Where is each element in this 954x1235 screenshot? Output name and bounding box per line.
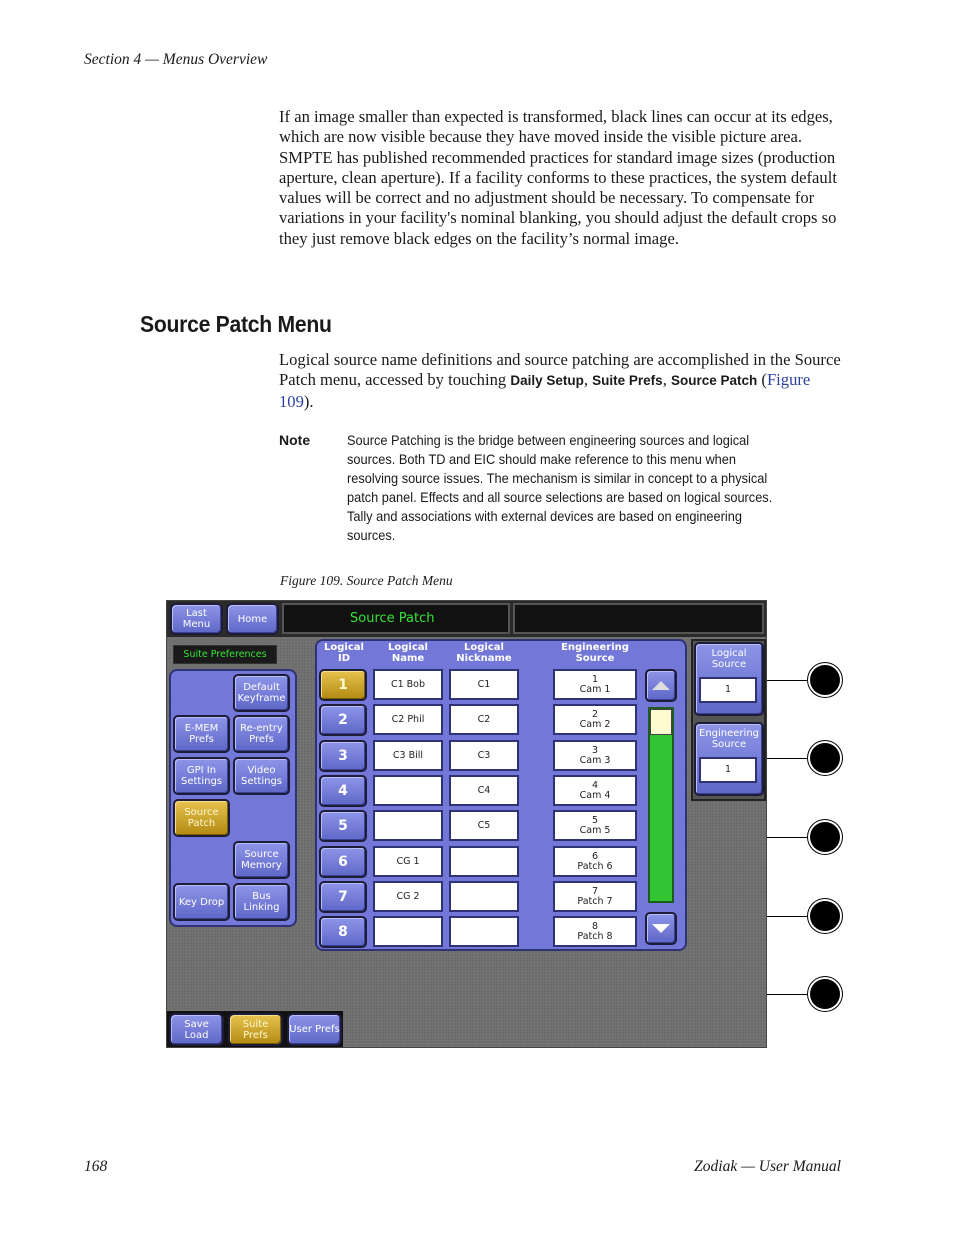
logical-id-button[interactable] — [319, 775, 367, 807]
logical-id: 3 — [338, 747, 348, 764]
last-menu-button[interactable]: Last Menu — [170, 603, 223, 635]
arrow-up-icon — [652, 681, 670, 690]
logical-name-cell[interactable] — [373, 775, 443, 806]
column-header-logical-name: Logical Name — [388, 642, 428, 664]
column-header-logical-nickname: Logical Nickname — [456, 642, 512, 664]
engineering-source-number: 8 — [591, 920, 599, 932]
suite-prefs-tab-button[interactable]: Suite Prefs — [228, 1013, 283, 1046]
reentry-prefs-button[interactable]: Re-entry Prefs — [233, 715, 290, 753]
logical-name-cell[interactable] — [373, 704, 443, 735]
menu-path-source-patch: Source Patch — [670, 373, 758, 389]
logical-id-button[interactable] — [319, 669, 367, 701]
knob-leader-line — [767, 994, 811, 995]
figure-caption: Figure 109. Source Patch Menu — [280, 573, 453, 588]
engineering-source-number: 7 — [591, 885, 599, 897]
engineering-source-cell[interactable] — [553, 846, 637, 877]
logical-name: CG 1 — [396, 855, 420, 867]
body-text-b: ( — [757, 370, 767, 390]
logical-name-cell[interactable] — [373, 846, 443, 877]
logical-nickname-cell[interactable] — [449, 881, 519, 912]
engineering-source-cell[interactable] — [553, 881, 637, 912]
separator: , — [662, 370, 671, 390]
logical-id: 6 — [338, 853, 348, 870]
source-patch-button[interactable]: Source Patch — [173, 799, 230, 837]
section-heading: Source Patch Menu — [140, 311, 332, 337]
logical-id-button[interactable] — [319, 810, 367, 842]
running-header: Section 4 — Menus Overview — [84, 51, 268, 68]
logical-nickname-cell[interactable] — [449, 916, 519, 947]
engineering-source-cell[interactable] — [553, 810, 637, 841]
engineering-source-name: Cam 2 — [579, 718, 611, 730]
separator: , — [583, 370, 593, 390]
logical-nickname-cell[interactable] — [449, 846, 519, 877]
note-label: Note — [279, 432, 311, 448]
scroll-up-button[interactable] — [645, 669, 677, 702]
scrollbar-thumb[interactable] — [650, 709, 672, 735]
figure-link[interactable]: Figure 109 — [279, 370, 811, 411]
engineering-source-cell[interactable] — [553, 740, 637, 771]
engineering-source-number: 3 — [591, 744, 599, 756]
logical-id-button[interactable] — [319, 881, 367, 913]
engineering-source-name: Cam 3 — [579, 754, 611, 766]
logical-nickname: C2 — [477, 713, 491, 725]
logical-nickname-cell[interactable] — [449, 775, 519, 806]
logical-nickname-cell[interactable] — [449, 704, 519, 735]
logical-id: 7 — [338, 888, 348, 905]
engineering-source-cell[interactable] — [553, 669, 637, 700]
default-keyframe-button[interactable]: Default Keyframe — [233, 674, 290, 712]
intro-paragraph: If an image smaller than expected is transformed, black lines can occur at its edges, which are now visible because they have moved inside the visible picture area. SMPTE has published recommended practices for standard image sizes (production aperture, clean aperture). If a facility conforms to these practices, the system default values will be correct and no adjustment should be necessary. To compensate for variations in your facility's nominal blanking, you should adjust the default crops so they just remove black edges on the facility’s normal image. — [279, 107, 837, 248]
scrollbar-track[interactable] — [648, 707, 674, 903]
engineering-source-name: Cam 4 — [579, 789, 611, 801]
logical-id: 5 — [338, 817, 348, 834]
knob-2-icon[interactable] — [810, 743, 840, 773]
footer-manual-title: Zodiak — User Manual — [694, 1158, 841, 1175]
gpi-in-settings-button[interactable]: GPI In Settings — [173, 757, 230, 795]
source-patch-screenshot — [166, 600, 767, 1048]
knob-leader-line — [767, 837, 811, 838]
logical-name: C1 Bob — [390, 678, 426, 690]
logical-id-button[interactable] — [319, 704, 367, 736]
title-extension-box — [513, 603, 764, 634]
body-text-c: ). — [303, 391, 314, 411]
suite-preferences-label: Suite Preferences — [173, 645, 277, 664]
logical-nickname: C4 — [477, 784, 491, 796]
logical-name-cell[interactable] — [373, 810, 443, 841]
engineering-source-name: Cam 1 — [579, 683, 611, 695]
menu-title: Source Patch — [282, 603, 510, 634]
source-memory-button[interactable]: Source Memory — [233, 841, 290, 879]
video-settings-button[interactable]: Video Settings — [233, 757, 290, 795]
column-header-engineering-source: Engineering Source — [561, 642, 629, 664]
logical-name-cell[interactable] — [373, 916, 443, 947]
logical-id-button[interactable] — [319, 740, 367, 772]
scroll-down-button[interactable] — [645, 912, 677, 945]
engineering-source-value: 1 — [699, 757, 757, 783]
knob-3-icon[interactable] — [810, 822, 840, 852]
user-prefs-button[interactable]: User Prefs — [287, 1013, 342, 1046]
logical-name-cell[interactable] — [373, 740, 443, 771]
knob-leader-line — [767, 758, 811, 759]
key-drop-button[interactable]: Key Drop — [173, 883, 230, 921]
arrow-down-icon — [652, 924, 670, 933]
engineering-source-number: 6 — [591, 850, 599, 862]
logical-source-label: Logical Source — [711, 648, 747, 670]
logical-id: 8 — [338, 923, 348, 940]
engineering-source-cell[interactable] — [553, 775, 637, 806]
engineering-source-number: 4 — [591, 779, 599, 791]
home-button[interactable]: Home — [226, 603, 279, 635]
knob-1-icon[interactable] — [810, 665, 840, 695]
bus-linking-button[interactable]: Bus Linking — [233, 883, 290, 921]
column-header-logical-id: Logical ID — [324, 642, 364, 664]
logical-name: C3 Bill — [392, 749, 424, 761]
note-text: Source Patching is the bridge between engineering sources and logical sources. Both TD and EIC should make reference to this menu when resolving source issues. The mechanism is similar in concept to a physical patch panel. Effects and all source selections are based on logical sources. Tally and associations with external devices are based on engineering sources. — [347, 433, 773, 543]
menu-path-suite-prefs: Suite Prefs — [592, 373, 663, 389]
menu-path-daily-setup: Daily Setup — [510, 373, 584, 389]
logical-id: 2 — [338, 711, 348, 728]
emem-prefs-button[interactable]: E-MEM Prefs — [173, 715, 230, 753]
engineering-source-name: Cam 5 — [579, 824, 611, 836]
engineering-source-label: Engineering Source — [699, 728, 759, 750]
logical-id-button[interactable] — [319, 846, 367, 878]
engineering-source-number: 2 — [591, 708, 599, 720]
logical-name-cell[interactable] — [373, 669, 443, 700]
logical-nickname-cell[interactable] — [449, 669, 519, 700]
logical-nickname-cell[interactable] — [449, 740, 519, 771]
knob-leader-line — [767, 916, 811, 917]
logical-nickname: C3 — [477, 749, 491, 761]
logical-name: C2 Phil — [391, 713, 425, 725]
body-paragraph — [279, 350, 841, 412]
logical-id-button[interactable] — [319, 916, 367, 948]
engineering-source-number: 5 — [591, 814, 599, 826]
engineering-source-cell[interactable] — [553, 916, 637, 947]
logical-source-value: 1 — [699, 677, 757, 703]
logical-nickname: C1 — [477, 678, 491, 690]
logical-nickname-cell[interactable] — [449, 810, 519, 841]
knob-5-icon[interactable] — [810, 979, 840, 1009]
page-number: 168 — [84, 1158, 108, 1175]
logical-name: CG 2 — [396, 890, 420, 902]
engineering-source-number: 1 — [591, 673, 599, 685]
knob-4-icon[interactable] — [810, 901, 840, 931]
logical-id: 1 — [338, 676, 348, 693]
engineering-source-cell[interactable] — [553, 704, 637, 735]
logical-name-cell[interactable] — [373, 881, 443, 912]
engineering-source-name: Patch 7 — [577, 895, 613, 907]
body-text-a: Logical source name definitions and source patching are accomplished in the Source Patch menu, accessed by touching — [279, 350, 841, 390]
engineering-source-name: Patch 6 — [577, 860, 613, 872]
knob-leader-line — [767, 680, 811, 681]
logical-id: 4 — [338, 782, 348, 799]
logical-nickname: C5 — [477, 819, 491, 831]
save-load-button[interactable]: Save Load — [169, 1013, 224, 1046]
engineering-source-name: Patch 8 — [577, 930, 613, 942]
